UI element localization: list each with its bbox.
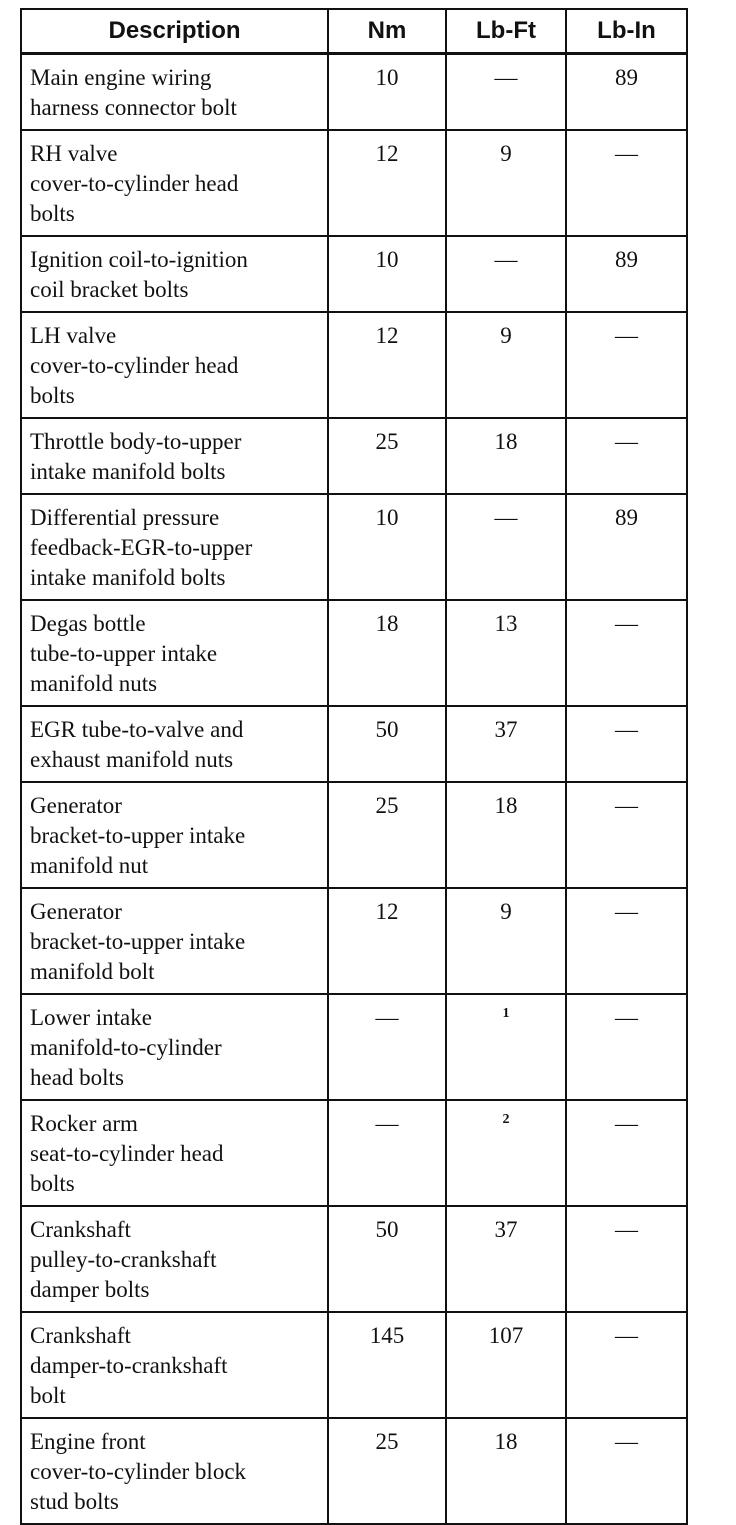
cell-description: Generator bracket-to-upper intake manifold bolt [21,888,328,994]
table-row [21,782,687,888]
cell-description: Lower intake manifold-to-cylinder head bolts [21,994,328,1100]
cell-lbin: — [566,1312,687,1418]
table-row [21,994,687,1100]
table-row [21,418,687,494]
cell-lbft: 37 [446,1206,566,1312]
cell-description: LH valve cover-to-cylinder head bolts [21,312,328,418]
cell-lbft: 13 [446,600,566,706]
cell-description: Main engine wiring harness connector bolt [21,54,328,131]
cell-lbft: — [446,236,566,312]
cell-description: Rocker arm seat-to-cylinder head bolts [21,1100,328,1206]
torque-spec-table [20,8,688,1525]
cell-description: Degas bottle tube-to-upper intake manifold nuts [21,600,328,706]
cell-lbft: 1 [446,994,566,1100]
cell-lbin: — [566,706,687,782]
table-header [21,9,687,54]
cell-nm: 145 [328,1312,446,1418]
cell-description: Crankshaft damper-to-crankshaft bolt [21,1312,328,1418]
cell-lbft: 2 [446,1100,566,1206]
cell-description: Differential pressure feedback-EGR-to-upper intake manifold bolts [21,494,328,600]
cell-lbft: 18 [446,418,566,494]
cell-lbft: 18 [446,1418,566,1524]
cell-nm: — [328,1100,446,1206]
cell-nm: 10 [328,236,446,312]
cell-lbin: — [566,1418,687,1524]
cell-nm: 10 [328,494,446,600]
header-lbft: Lb-Ft [446,9,566,54]
cell-lbin: 89 [566,236,687,312]
cell-lbft: 9 [446,888,566,994]
table-row [21,494,687,600]
header-description: Description [21,9,328,54]
table-row [21,130,687,236]
cell-description: EGR tube-to-valve and exhaust manifold nuts [21,706,328,782]
cell-lbin: — [566,1100,687,1206]
table-row [21,888,687,994]
cell-nm: 50 [328,1206,446,1312]
table-row [21,600,687,706]
cell-lbin: — [566,418,687,494]
cell-lbft: — [446,494,566,600]
table-row [21,236,687,312]
cell-lbft: 9 [446,312,566,418]
cell-lbin: 89 [566,494,687,600]
cell-nm: 25 [328,782,446,888]
cell-nm: 18 [328,600,446,706]
table-body [21,54,687,1525]
cell-nm: 12 [328,130,446,236]
cell-description: Generator bracket-to-upper intake manifold nut [21,782,328,888]
cell-lbin: — [566,994,687,1100]
header-nm: Nm [328,9,446,54]
cell-lbin: — [566,130,687,236]
cell-lbin: — [566,888,687,994]
header-row [21,9,687,54]
cell-lbin: — [566,782,687,888]
table-row [21,54,687,131]
table-row [21,706,687,782]
table-row [21,1418,687,1524]
cell-lbft: 107 [446,1312,566,1418]
table-row [21,1312,687,1418]
cell-nm: 25 [328,418,446,494]
cell-lbft: — [446,54,566,131]
table-row [21,312,687,418]
cell-description: Engine front cover-to-cylinder block stud bolts [21,1418,328,1524]
cell-lbin: — [566,600,687,706]
cell-nm: 10 [328,54,446,131]
cell-description: RH valve cover-to-cylinder head bolts [21,130,328,236]
cell-lbin: — [566,1206,687,1312]
table-row [21,1206,687,1312]
cell-nm: 25 [328,1418,446,1524]
cell-lbft: 37 [446,706,566,782]
cell-nm: 12 [328,312,446,418]
cell-lbft: 18 [446,782,566,888]
cell-description: Crankshaft pulley-to-crankshaft damper bolts [21,1206,328,1312]
table-row [21,1100,687,1206]
cell-nm: — [328,994,446,1100]
cell-description: Throttle body-to-upper intake manifold bolts [21,418,328,494]
cell-lbft: 9 [446,130,566,236]
cell-nm: 50 [328,706,446,782]
header-lbin: Lb-In [566,9,687,54]
cell-lbin: — [566,312,687,418]
cell-nm: 12 [328,888,446,994]
cell-lbin: 89 [566,54,687,131]
cell-description: Ignition coil-to-ignition coil bracket bolts [21,236,328,312]
